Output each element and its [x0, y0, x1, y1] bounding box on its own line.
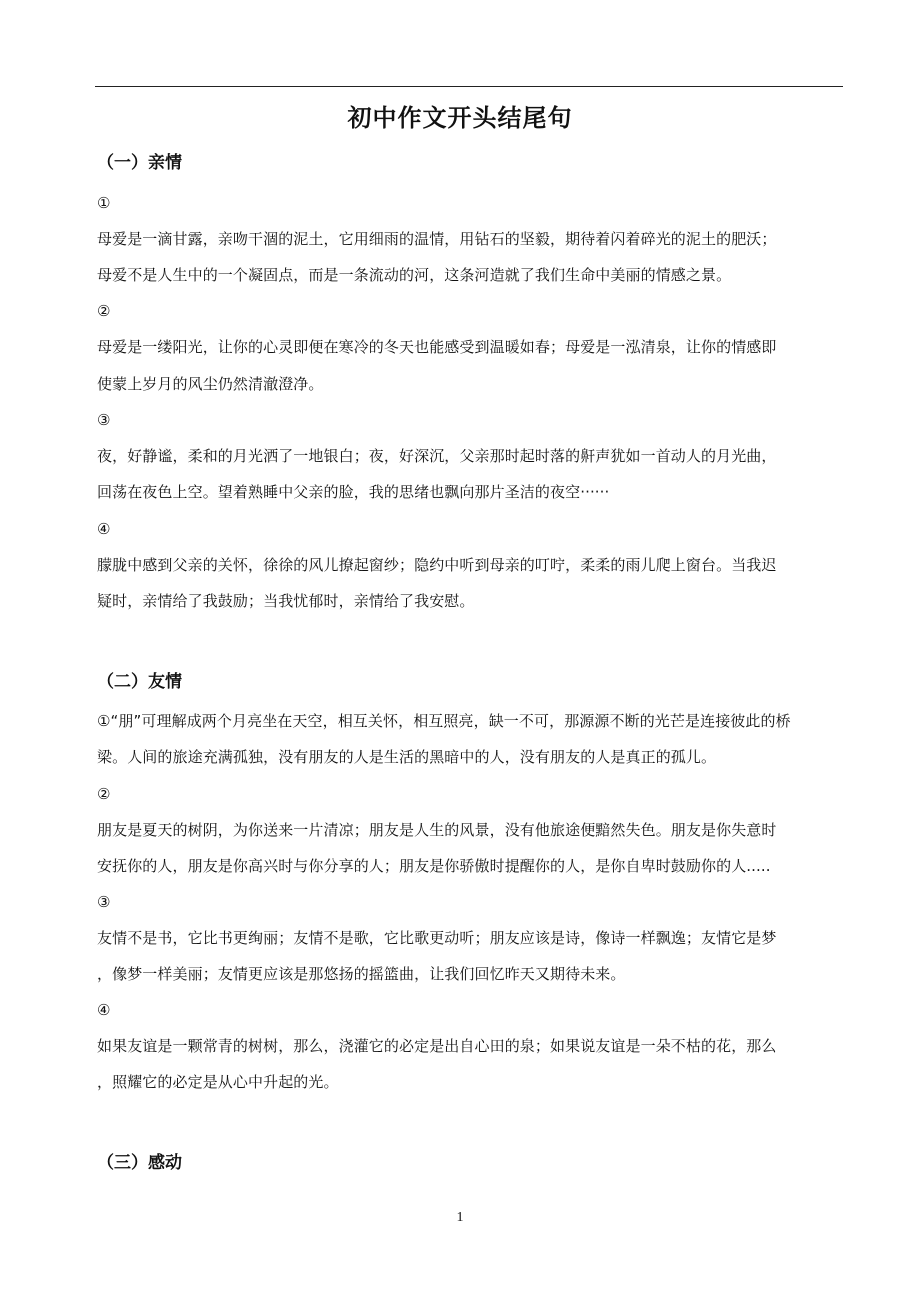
paragraph-line: 使蒙上岁月的风尘仍然清澈澄净。	[97, 375, 324, 393]
item-marker: ①	[97, 194, 111, 212]
item-marker: ③	[97, 893, 111, 911]
item-marker: ②	[97, 785, 111, 803]
paragraph-line: 夜，好静谧，柔和的月光洒了一地银白；夜，好深沉，父亲那时起时落的鼾声犹如一首动人的月光曲，	[97, 447, 777, 465]
paragraph-line: 母爱是一滴甘露，亲吻干涸的泥土，它用细雨的温情，用钻石的坚毅，期待着闪着碎光的泥土的肥沃；	[97, 230, 777, 248]
item-marker: ④	[97, 1001, 111, 1019]
paragraph-line: 母爱是一缕阳光，让你的心灵即便在寒冷的冬天也能感受到温暖如春；母爱是一泓清泉，让你的情感即	[97, 338, 777, 356]
item-marker: ④	[97, 520, 111, 538]
section-heading-friendship: （二）友情	[97, 672, 182, 692]
section-heading-family: （一）亲情	[97, 153, 182, 173]
paragraph-line: 如果友谊是一颗常青的树树，那么，浇灌它的必定是出自心田的泉；如果说友谊是一朵不枯的花，那么	[97, 1037, 777, 1055]
paragraph-line: ①“朋”可理解成两个月亮坐在天空，相互关怀，相互照亮，缺一不可，那源源不断的光芒是连接彼此的桥	[97, 712, 791, 730]
section-heading-touching: （三）感动	[97, 1153, 182, 1173]
paragraph-line: ，像梦一样美丽；友情更应该是那悠扬的摇篮曲，让我们回忆昨天又期待未来。	[97, 965, 626, 983]
paragraph-line: 友情不是书，它比书更绚丽；友情不是歌，它比歌更动听；朋友应该是诗，像诗一样飘逸；友情它是梦	[97, 929, 777, 947]
document-title: 初中作文开头结尾句	[347, 104, 573, 132]
paragraph-line: 梁。人间的旅途充满孤独，没有朋友的人是生活的黑暗中的人，没有朋友的人是真正的孤儿。	[97, 748, 717, 766]
paragraph-line: 母爱不是人生中的一个凝固点，而是一条流动的河，这条河造就了我们生命中美丽的情感之景。	[97, 266, 732, 284]
paragraph-line: ，照耀它的必定是从心中升起的光。	[97, 1073, 339, 1091]
paragraph-line: 安抚你的人，朋友是你高兴时与你分享的人；朋友是你骄傲时提醒你的人，是你自卑时鼓励你的人.....	[97, 857, 771, 875]
page-number: 1	[456, 1210, 464, 1225]
item-marker: ②	[97, 302, 111, 320]
paragraph-line: 回荡在夜色上空。望着熟睡中父亲的脸，我的思绪也飘向那片圣洁的夜空······	[97, 483, 610, 501]
header-rule	[95, 86, 843, 87]
item-marker: ③	[97, 411, 111, 429]
paragraph-line: 疑时，亲情给了我鼓励；当我忧郁时，亲情给了我安慰。	[97, 592, 475, 610]
paragraph-line: 朋友是夏天的树阴，为你送来一片清凉；朋友是人生的风景，没有他旅途便黯然失色。朋友是你失意时	[97, 821, 777, 839]
paragraph-line: 朦胧中感到父亲的关怀，徐徐的风儿撩起窗纱；隐约中听到母亲的叮咛，柔柔的雨儿爬上窗台。当我迟	[97, 556, 777, 574]
